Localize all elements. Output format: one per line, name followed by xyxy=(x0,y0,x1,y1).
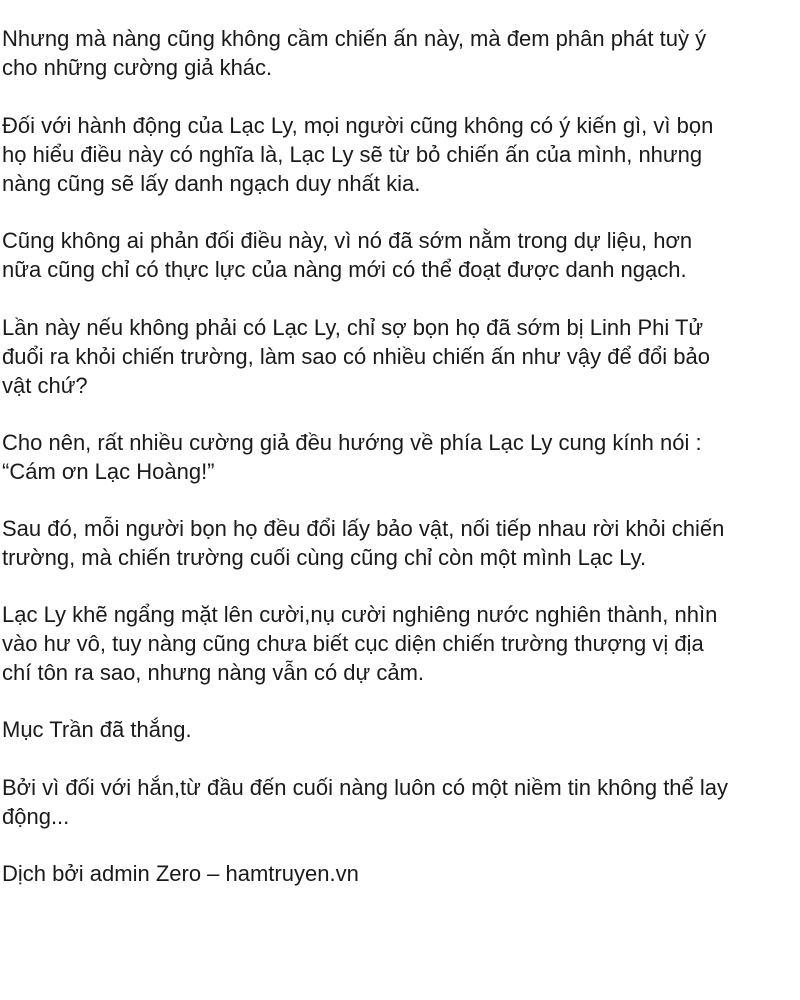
paragraph-4: Lần này nếu không phải có Lạc Ly, chỉ sợ bọn họ đã sớm bị Linh Phi Tử đuổi ra khỏi chiến trường, làm sao có nhiều chiến ấn như vậy để đổi bảo vật chứ? xyxy=(2,315,710,398)
paragraph-9: Bởi vì đối với hắn,từ đầu đến cuối nàng luôn có một niềm tin không thể lay động... xyxy=(2,775,729,829)
translator-credit: Dịch bởi admin Zero – hamtruyen.vn xyxy=(2,861,359,886)
paragraph-1: Nhưng mà nàng cũng không cầm chiến ấn này, mà đem phân phát tuỳ ý cho những cường giả khác. xyxy=(2,26,707,80)
paragraph-7: Lạc Ly khẽ ngẩng mặt lên cười,nụ cười nghiêng nước nghiên thành, nhìn vào hư vô, tuy nàng cũng chưa biết cục diện chiến trường thượng vị địa chí tôn ra sao, nhưng nàng vẫn có dự cảm. xyxy=(2,602,718,685)
paragraph-8: Mục Trần đã thắng. xyxy=(2,717,192,742)
paragraph-3: Cũng không ai phản đối điều này, vì nó đã sớm nằm trong dự liệu, hơn nữa cũng chỉ có thực lực của nàng mới có thể đoạt được danh ngạch. xyxy=(2,228,693,282)
paragraph-5: Cho nên, rất nhiều cường giả đều hướng về phía Lạc Ly cung kính nói : “Cám ơn Lạc Hoàng!” xyxy=(2,430,702,484)
paragraph-6: Sau đó, mỗi người bọn họ đều đổi lấy bảo vật, nối tiếp nhau rời khỏi chiến trường, mà chiến trường cuối cùng cũng chỉ còn một mình Lạc Ly. xyxy=(2,516,725,570)
paragraph-2: Đối với hành động của Lạc Ly, mọi người cũng không có ý kiến gì, vì bọn họ hiểu điều này có nghĩa là, Lạc Ly sẽ từ bỏ chiến ấn của mình, nhưng nàng cũng sẽ lấy danh ngạch duy nhất kia. xyxy=(2,113,714,196)
